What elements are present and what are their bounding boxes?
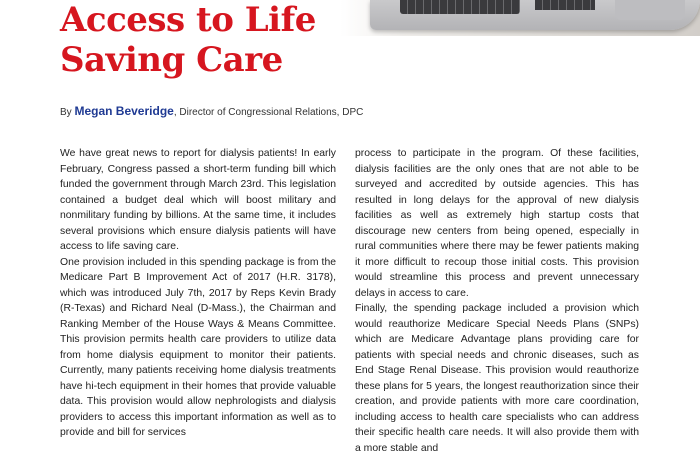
title-line-2: Saving Care [60, 40, 283, 80]
laptop-keyboard [400, 0, 520, 14]
paragraph-4: Finally, the spending package included a provision which would reauthorize Medicare Special Needs Plans (SNPs) which are Medicare Advantage plans providing care for patients with special needs and chronic diseases, such as End Stage Renal Disease. This provision would reauthorize these plans for 5 years, the longest reauthorization since their creation, and provide patients with more care coordination, including access to health care specialists who can address their specific health care needs. It will also provide them with a more stable and [355, 303, 639, 454]
byline [60, 104, 363, 118]
laptop-trackpad [615, 0, 685, 20]
title-line-1: Access to Life [60, 0, 316, 40]
author-title: , Director of Congressional Relations, DPC [173, 107, 364, 118]
laptop-keyboard-keys [535, 0, 595, 10]
author-name: Megan Beveridge [74, 104, 174, 118]
right-column [355, 146, 639, 456]
paragraph-3: process to participate in the program. Of these facilities, dialysis facilities are the only ones that are not able to be surveyed and accredited by outside agencies. This has resulted in long delays for the approval of new dialysis facilities as well as extremely high startup costs that discourage new centers from being opened, especially in rural communities where there may be fewer patients making it more difficult to recoup those initial costs. This provision would streamline this process and prevent unnecessary delays in access to care. [355, 148, 639, 299]
article-title [60, 0, 316, 80]
header-photo-laptop [340, 0, 700, 36]
byline-prefix: By [60, 107, 72, 118]
paragraph-1: We have great news to report for dialysis patients! In early February, Congress passed a short-term funding bill which funded the government through March 23rd. This legislation contained a budget deal which will boost military and nonmilitary funding by billions. At the same time, it includes several provisions which ensure dialysis patients will have access to life saving care. [60, 148, 336, 252]
paragraph-2: One provision included in this spending package is from the Medicare Part B Improvement Act of 2017 (H.R. 3178), which was introduced July 7th, 2017 by Reps Kevin Brady (R-Texas) and Richard Neal (D-Mass.), the Chairman and Ranking Member of the House Ways & Means Committee. This provision permits health care providers to utilize data from home dialysis equipment to monitor their patients. Currently, many patients receiving home dialysis treatments have hi-tech equipment in their homes that provide valuable data. This provision would allow nephrologists and dialysis providers to access this important information as well as to provide and bill for services [60, 256, 336, 438]
left-column [60, 146, 336, 441]
